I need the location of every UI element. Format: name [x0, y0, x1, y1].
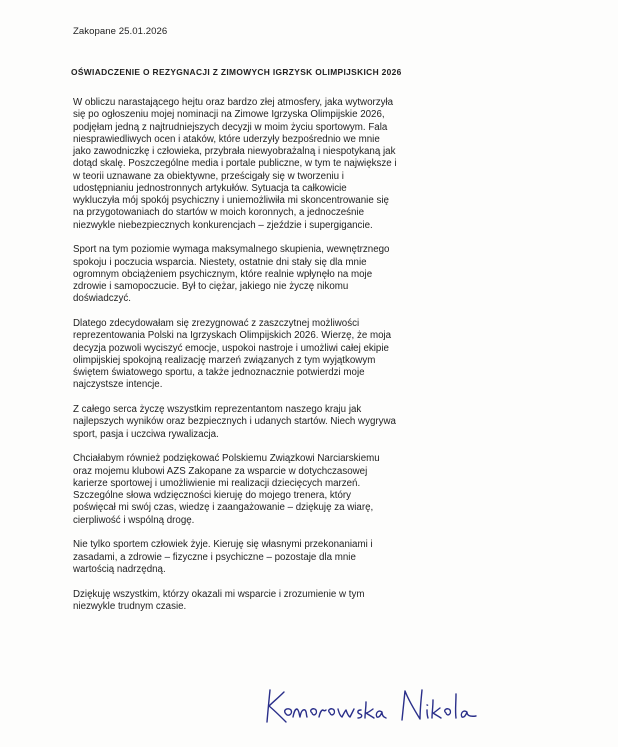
text-line: decyzja pozwoli wyciszyć emocje, uspokoi nastroje i umożliwi całej ekipie [73, 342, 389, 354]
text-line: najlepszych wyników oraz bezpiecznych i udanych startów. Niech wygrywa [73, 416, 396, 428]
text-line: reprezentowania Polski na Igrzyskach Olimpijskich 2026. Wierzę, że moja [73, 330, 392, 342]
text-line: niesprawiedliwych ocen i ataków, które uderzyły bezpośrednio we mnie [73, 133, 380, 145]
text-line: dotąd skalę. Poszczególne media i portale publiczne, w tym te największe i [73, 158, 397, 170]
paragraph-wishes [73, 404, 473, 441]
paragraph-decision [73, 318, 473, 392]
text-line: Nie tylko sportem człowiek żyje. Kieruję się własnymi przekonaniami i [73, 539, 373, 551]
text-line: W obliczu narastającego hejtu oraz bardzo złej atmosfery, jaka wytworzyła [73, 97, 394, 108]
text-line: spokoju i poczucia wsparcia. Niestety, ostatnie dni stały się dla mnie [73, 256, 367, 268]
text-line: cierpliwość i wspólną drogę. [73, 514, 195, 526]
paragraph-resignation-reasons [73, 97, 473, 232]
text-line: oraz mojemu klubowi AZS Zakopane za wsparcie w dotychczasowej [73, 465, 368, 477]
place-date: Zakopane 25.01.2026 [73, 26, 168, 37]
paragraph-health [73, 539, 473, 576]
paragraph-psychological-burden [73, 244, 473, 305]
document-title: OŚWIADCZENIE O REZYGNACJI Z ZIMOWYCH IGRZYSK OLIMPIJSKICH 2026 [71, 67, 402, 77]
text-line: zasadami, a zdrowie – fizyczne i psychiczne – pozostaje dla mnie [73, 551, 356, 563]
text-line: świętem światowego sportu, a także jednoznacznie potwierdzi moje [73, 367, 365, 378]
text-line: podjęłam jedną z najtrudniejszych decyzji w moim życiu sportowym. Fala [73, 121, 388, 133]
text-line: olimpijskiej spokojną realizację marzeń związanych z tym wyjątkowym [73, 354, 376, 366]
text-line: w teorii uznawane za obiektywne, prześcigały się w tworzeniu i [73, 170, 344, 182]
text-line: jako zawodniczkę i człowieka, przybrała niewyobrażalną i niespotykaną jak [73, 146, 396, 157]
text-line: Dlatego zdecydowałam się zrezygnować z zaszczytnej możliwości [73, 318, 360, 329]
text-line: wykluczyła mój spokój psychiczny i uniemożliwiła mi skoncentrowanie się [73, 195, 389, 206]
text-line: sport, pasja i uczciwa rywalizacja. [73, 428, 219, 440]
text-line: na przygotowaniach do startów w moich koronnych, a jednocześnie [73, 207, 365, 219]
document-body [73, 97, 473, 626]
text-line: zdrowie i samopoczucie. Był to ciężar, jakiego nie życzę nikomu [73, 281, 349, 292]
text-line: Dziękuję wszystkim, którzy okazali mi wsparcie i zrozumienie w tym [73, 588, 365, 600]
text-line: niezwykle trudnym czasie. [73, 600, 187, 612]
text-line: udostępnianiu jednostronnych artykułów. Sytuacja ta całkowicie [73, 182, 347, 194]
paragraph-closing [73, 589, 473, 614]
text-line: doświadczyć. [73, 293, 131, 305]
paragraph-thanks [73, 453, 473, 527]
text-line: ogromnym obciążeniem psychicznym, które realnie wpłynęło na moje [73, 268, 373, 280]
text-line: się po ogłoszeniu mojej nominacji na Zimowe Igrzyska Olimpijskie 2026, [73, 109, 385, 121]
handwritten-signature [262, 680, 502, 732]
text-line: Sport na tym poziomie wymaga maksymalnego skupienia, wewnętrznego [73, 244, 390, 256]
text-line: poświęcał mi swój czas, wiedzę i zaangażowanie – dziękuję za wiarę, [73, 502, 374, 514]
text-line: karierze sportowej i umożliwienie mi realizacji dziecięcych marzeń. [73, 477, 361, 489]
text-line: niezwykle niebezpiecznych konkurencjach – zjeździe i supergigancie. [73, 219, 373, 231]
text-line: wartością nadrzędną. [73, 563, 166, 575]
text-line: Z całego serca życzę wszystkim reprezentantom naszego kraju jak [73, 404, 362, 415]
text-line: najczystsze intencje. [73, 379, 163, 391]
text-line: Szczególne słowa wdzięczności kieruję do mojego trenera, który [73, 490, 352, 501]
text-line: Chciałabym również podziękować Polskiemu Związkowi Narciarskiemu [73, 453, 380, 465]
